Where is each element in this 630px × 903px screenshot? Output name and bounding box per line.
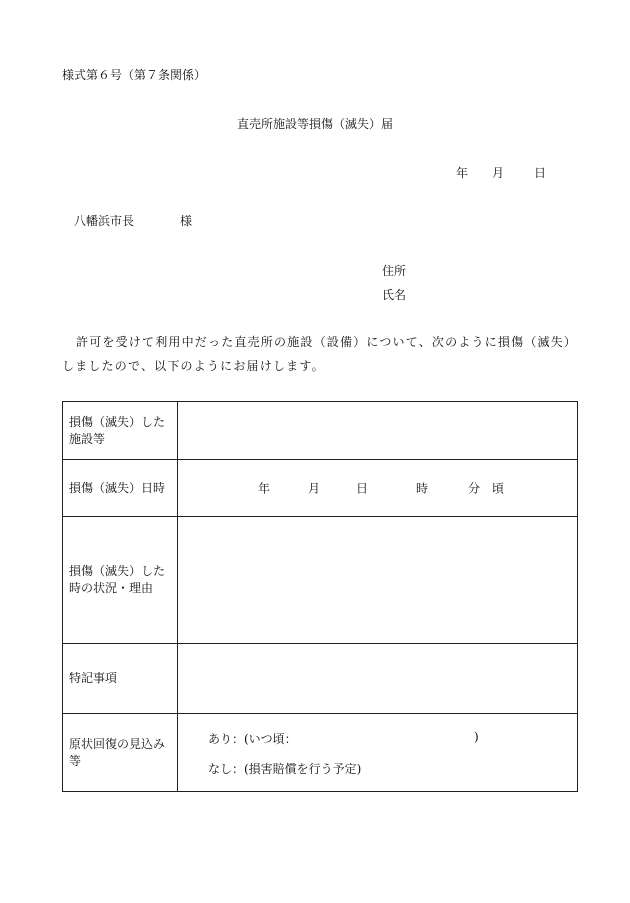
table-row-damage-datetime bbox=[63, 460, 578, 517]
recovery-prospect-field bbox=[178, 714, 578, 792]
row-label-damage-datetime: 損傷（滅失）日時 bbox=[63, 460, 178, 517]
row-label-damaged-facility: 損傷（滅失）した施設等 bbox=[63, 402, 178, 460]
damage-report-table bbox=[62, 401, 578, 792]
date-day: 日 bbox=[534, 166, 547, 180]
address-label: 住所 bbox=[382, 264, 407, 278]
special-notes-field[interactable] bbox=[178, 644, 578, 714]
table-row-special-notes bbox=[63, 644, 578, 714]
addressee bbox=[74, 212, 192, 229]
name-label: 氏名 bbox=[382, 288, 407, 302]
dt-day: 日 bbox=[356, 481, 369, 496]
row-label-circumstances: 損傷（滅失）した時の状況・理由 bbox=[63, 517, 178, 644]
dt-minute: 分 bbox=[468, 481, 481, 496]
row-label-recovery-prospect: 原状回復の見込み等 bbox=[63, 714, 178, 792]
table-row-recovery-prospect bbox=[63, 714, 578, 792]
table-row-circumstances bbox=[63, 517, 578, 644]
form-number: 様式第６号（第７条関係） bbox=[62, 68, 207, 82]
damage-datetime-field[interactable] bbox=[178, 460, 578, 517]
addressee-suffix: 様 bbox=[180, 214, 193, 228]
recovery-yes-label: あり：(いつ頃： bbox=[208, 732, 297, 746]
date-month: 月 bbox=[492, 166, 505, 180]
row-label-special-notes: 特記事項 bbox=[63, 644, 178, 714]
circumstances-field[interactable] bbox=[178, 517, 578, 644]
dt-year: 年 bbox=[258, 481, 271, 496]
date-year: 年 bbox=[456, 166, 469, 180]
damaged-facility-field[interactable] bbox=[178, 402, 578, 460]
dt-hour: 時 bbox=[416, 481, 429, 496]
recovery-yes-close-paren: ) bbox=[474, 730, 479, 744]
recovery-option-no[interactable]: なし：(損害賠償を行う予定) bbox=[208, 762, 362, 776]
date-line bbox=[456, 164, 546, 181]
document-title: 直売所施設等損傷（滅失）届 bbox=[236, 117, 393, 131]
table-row-damaged-facility bbox=[63, 402, 578, 460]
notification-body-text bbox=[62, 330, 578, 378]
notification-body-content: 許可を受けて利用中だった直売所の施設（設備）について、次のように損傷（滅失）しましたので、以下のようにお届けします。 bbox=[62, 335, 578, 373]
addressee-name: 八幡浜市長 bbox=[74, 214, 135, 228]
dt-month: 月 bbox=[308, 481, 321, 496]
dt-approx: 頃 bbox=[492, 481, 505, 496]
recovery-option-yes[interactable] bbox=[208, 730, 297, 747]
